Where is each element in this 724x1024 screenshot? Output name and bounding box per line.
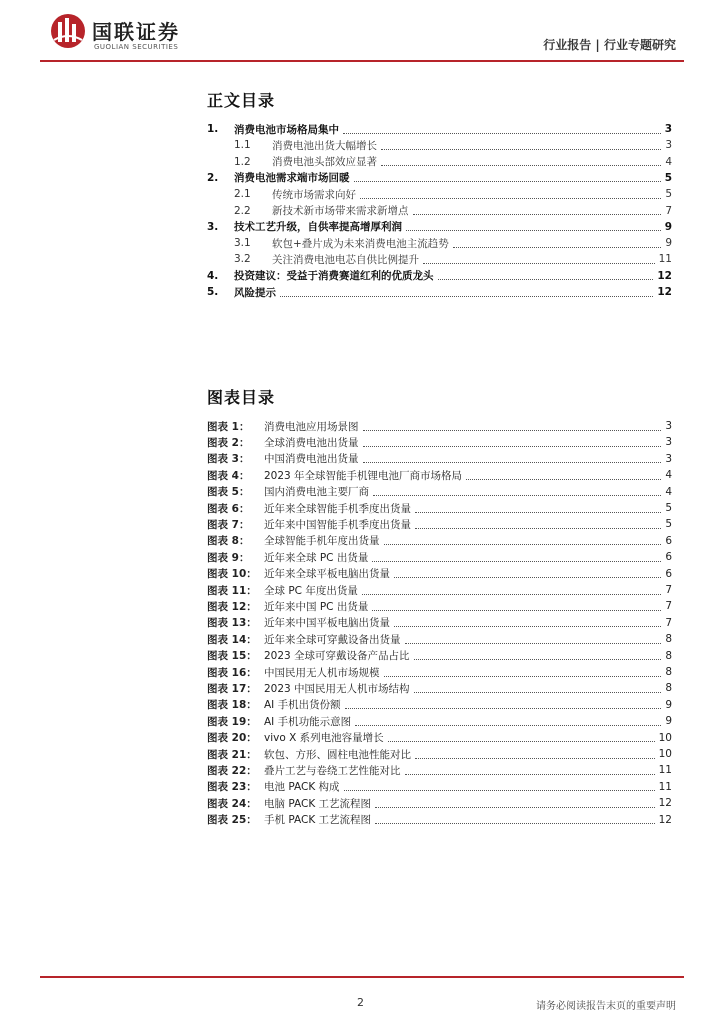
entry-number: 图表 6： <box>207 502 250 515</box>
entry-number: 图表 12： <box>207 600 257 613</box>
entry-title: 风险提示 <box>234 286 276 299</box>
entry-number: 图表 15： <box>207 650 257 663</box>
entry-title: 中国民用无人机市场规模 <box>264 666 380 679</box>
leader-dots <box>384 544 662 545</box>
figure-entry[interactable] <box>207 631 672 647</box>
entry-title: 近年来全球智能手机季度出货量 <box>264 502 411 515</box>
leader-dots <box>343 133 661 134</box>
entry-number: 图表 8： <box>207 535 250 548</box>
entry-page: 8 <box>665 682 672 695</box>
entry-number: 1.2 <box>234 155 251 168</box>
entry-title: 新技术新市场带来需求新增点 <box>272 205 409 217</box>
guolian-logo-icon <box>48 10 88 50</box>
figure-entry[interactable] <box>207 664 672 680</box>
entry-number: 图表 11： <box>207 584 257 597</box>
leader-dots <box>453 247 662 248</box>
figure-entry[interactable] <box>207 746 672 762</box>
entry-number: 图表 5： <box>207 486 250 499</box>
figure-entry[interactable] <box>207 549 672 565</box>
entry-title: 中国消费电池出货量 <box>264 453 359 466</box>
leader-dots <box>344 790 655 791</box>
entry-title: 消费电池应用场景图 <box>264 420 359 433</box>
entry-page: 6 <box>665 551 672 564</box>
entry-page: 10 <box>658 731 672 744</box>
entry-page: 3 <box>665 452 672 465</box>
leader-dots <box>381 165 661 166</box>
entry-title: 软包+叠片成为未来消费电池主流趋势 <box>272 237 449 250</box>
entry-title: vivo X 系列电池容量增长 <box>264 732 384 745</box>
contents-title: 正文目录 <box>207 91 276 110</box>
leader-dots <box>372 610 661 611</box>
figure-entry[interactable] <box>207 566 672 582</box>
figure-entry[interactable] <box>207 697 672 713</box>
entry-page: 3 <box>665 436 672 449</box>
disclaimer-note: 请务必阅读报告末页的重要声明 <box>536 1001 676 1012</box>
entry-number: 5. <box>207 286 219 298</box>
entry-page: 7 <box>665 616 672 629</box>
toc-entry[interactable] <box>207 235 672 251</box>
leader-dots <box>375 823 655 824</box>
leader-dots <box>360 198 661 199</box>
brand-name: 国联证券 <box>92 20 180 44</box>
report-type-label: 行业报告 | 行业专题研究 <box>543 38 676 52</box>
entry-title: 投资建议：受益于消费赛道红利的优质龙头 <box>234 270 434 283</box>
entry-page: 7 <box>665 584 672 596</box>
entry-number: 图表 20： <box>207 732 257 745</box>
entry-page: 5 <box>665 502 672 514</box>
leader-dots <box>414 692 662 693</box>
entry-page: 9 <box>665 698 672 711</box>
figure-entry[interactable] <box>207 762 672 778</box>
entry-number: 图表 18： <box>207 699 257 712</box>
figure-entry[interactable] <box>207 516 672 532</box>
leader-dots <box>355 725 661 726</box>
entry-title: 技术工艺升级，自供率提高增厚利润 <box>234 221 402 234</box>
entry-title: 近年来全球可穿戴设备出货量 <box>264 633 401 646</box>
entry-number: 图表 25： <box>207 814 257 827</box>
figure-entry[interactable] <box>207 451 672 467</box>
leader-dots <box>375 807 655 808</box>
entry-page: 4 <box>665 469 672 482</box>
entry-number: 图表 14： <box>207 633 257 646</box>
leader-dots <box>415 758 655 759</box>
entry-number: 图表 1： <box>207 420 250 433</box>
entry-page: 12 <box>657 269 672 282</box>
figure-entry[interactable] <box>207 598 672 614</box>
leader-dots <box>363 462 662 463</box>
entry-page: 3 <box>665 420 672 432</box>
entry-number: 图表 17： <box>207 682 257 695</box>
entry-number: 3.1 <box>234 237 251 250</box>
toc-entry[interactable] <box>207 170 672 186</box>
figure-entry[interactable] <box>207 713 672 729</box>
entry-title: 2023 中国民用无人机市场结构 <box>264 682 410 695</box>
entry-number: 图表 19： <box>207 715 257 728</box>
figure-entry[interactable] <box>207 533 672 549</box>
entry-page: 5 <box>665 188 672 201</box>
footer-divider <box>40 976 684 978</box>
figure-entry[interactable] <box>207 500 672 516</box>
entry-title: 软包、方形、圆柱电池性能对比 <box>264 748 411 761</box>
toc-entry[interactable] <box>207 219 672 235</box>
leader-dots <box>354 181 661 182</box>
entry-title: 2023 年全球智能手机锂电池厂商市场格局 <box>264 469 463 482</box>
entry-page: 8 <box>665 649 672 662</box>
leader-dots <box>466 479 661 480</box>
entry-page: 7 <box>665 600 672 613</box>
entry-page: 9 <box>664 220 672 233</box>
entry-title: 消费电池出货大幅增长 <box>272 139 377 152</box>
entry-page: 4 <box>665 485 672 498</box>
entry-page: 12 <box>658 813 672 826</box>
entry-number: 1. <box>207 123 219 135</box>
leader-dots <box>405 643 662 644</box>
entry-title: 消费电池头部效应显著 <box>272 156 377 169</box>
toc-entry[interactable] <box>207 154 672 170</box>
leader-dots <box>394 577 661 578</box>
brand-name-english: GUOLIAN SECURITIES <box>94 43 179 51</box>
leader-dots <box>384 676 662 677</box>
leader-dots <box>415 528 661 529</box>
figure-entry[interactable] <box>207 582 672 598</box>
leader-dots <box>405 774 655 775</box>
entry-number: 图表 23： <box>207 781 257 794</box>
entry-number: 图表 24： <box>207 797 257 810</box>
leader-dots <box>373 495 661 496</box>
entry-page: 5 <box>664 171 672 184</box>
figure-entry[interactable] <box>207 795 672 811</box>
entry-page: 7 <box>665 204 672 217</box>
figure-entry[interactable] <box>207 418 672 434</box>
entry-title: 近年来中国 PC 出货量 <box>264 600 369 613</box>
page-header <box>0 0 724 66</box>
entry-number: 图表 9： <box>207 551 250 564</box>
figure-entry[interactable] <box>207 648 672 664</box>
leader-dots <box>414 659 662 660</box>
entry-number: 图表 13： <box>207 617 257 630</box>
figure-entry[interactable] <box>207 812 672 828</box>
leader-dots <box>362 594 661 595</box>
entry-number: 3. <box>207 220 219 233</box>
entry-title: 近年来全球平板电脑出货量 <box>264 568 390 581</box>
toc-entry[interactable] <box>207 203 672 219</box>
entry-number: 4. <box>207 269 219 282</box>
leader-dots <box>413 214 662 215</box>
entry-number: 图表 10： <box>207 568 257 581</box>
figure-entry[interactable] <box>207 680 672 696</box>
entry-number: 图表 2： <box>207 436 250 449</box>
entry-title: 近年来中国智能手机季度出货量 <box>264 518 411 531</box>
entry-title: 全球智能手机年度出货量 <box>264 535 380 548</box>
entry-title: 电脑 PACK 工艺流程图 <box>264 797 372 810</box>
entry-number: 2.2 <box>234 204 251 217</box>
leader-dots <box>415 512 661 513</box>
entry-page: 9 <box>665 715 672 728</box>
entry-title: 手机 PACK 工艺流程图 <box>264 814 372 827</box>
entry-page: 12 <box>658 797 672 810</box>
figure-entry[interactable] <box>207 779 672 795</box>
leader-dots <box>363 446 662 447</box>
entry-number: 图表 21： <box>207 748 257 761</box>
entry-number: 图表 16： <box>207 666 257 679</box>
entry-number: 3.2 <box>234 253 251 266</box>
header-divider <box>40 60 684 62</box>
leader-dots <box>372 561 661 562</box>
entry-page: 8 <box>665 666 672 678</box>
entry-number: 图表 3： <box>207 453 250 466</box>
entry-title: 全球消费电池出货量 <box>264 436 359 449</box>
leader-dots <box>363 430 662 431</box>
toc-entry[interactable] <box>207 251 672 267</box>
entry-number: 图表 4： <box>207 469 250 482</box>
toc-entry[interactable] <box>207 186 672 202</box>
figure-entry[interactable] <box>207 467 672 483</box>
figure-entry[interactable] <box>207 730 672 746</box>
toc-entry[interactable] <box>207 284 672 300</box>
entry-title: 关注消费电池电芯自供比例提升 <box>272 253 419 266</box>
entry-title: 近年来中国平板电脑出货量 <box>264 617 390 630</box>
entry-title: 全球 PC 年度出货量 <box>264 584 358 597</box>
entry-page: 11 <box>658 764 672 777</box>
entry-title: 近年来全球 PC 出货量 <box>264 551 369 564</box>
leader-dots <box>388 741 655 742</box>
toc-entry[interactable] <box>207 137 672 153</box>
leader-dots <box>423 263 655 264</box>
toc-entry[interactable] <box>207 121 672 137</box>
page-number: 2 <box>357 996 364 1009</box>
entry-title: 传统市场需求向好 <box>272 188 356 201</box>
entry-title: 电池 PACK 构成 <box>264 781 340 794</box>
entry-page: 8 <box>665 633 672 646</box>
entry-title: AI 手机功能示意图 <box>264 715 352 728</box>
entry-title: 消费电池需求端市场回暖 <box>234 172 350 185</box>
entry-title: 国内消费电池主要厂商 <box>264 486 369 499</box>
entry-page: 6 <box>665 534 672 547</box>
entry-title: AI 手机出货份额 <box>264 699 341 712</box>
figures-title: 图表目录 <box>207 388 276 407</box>
entry-page: 3 <box>665 139 672 152</box>
entry-page: 5 <box>665 518 672 531</box>
entry-page: 3 <box>664 123 672 135</box>
entry-number: 图表 22： <box>207 764 257 777</box>
leader-dots <box>394 626 661 627</box>
figure-entry[interactable] <box>207 484 672 500</box>
entry-number: 1.1 <box>234 139 251 152</box>
entry-page: 11 <box>658 780 672 793</box>
entry-page: 11 <box>658 253 672 266</box>
toc-entry[interactable] <box>207 268 672 284</box>
entry-page: 10 <box>658 748 672 760</box>
figure-entry[interactable] <box>207 434 672 450</box>
leader-dots <box>280 296 653 297</box>
leader-dots <box>438 279 654 280</box>
entry-title: 叠片工艺与卷绕工艺性能对比 <box>264 764 401 777</box>
entry-page: 12 <box>657 286 672 298</box>
leader-dots <box>345 708 662 709</box>
entry-title: 2023 全球可穿戴设备产品占比 <box>264 650 410 663</box>
entry-page: 4 <box>665 155 672 168</box>
entry-page: 9 <box>665 237 672 250</box>
figure-entry[interactable] <box>207 615 672 631</box>
entry-title: 消费电池市场格局集中 <box>234 123 339 136</box>
entry-number: 2.1 <box>234 188 251 201</box>
entry-number: 图表 7： <box>207 518 250 531</box>
entry-page: 6 <box>665 567 672 580</box>
leader-dots <box>381 149 661 150</box>
leader-dots <box>406 230 661 231</box>
entry-number: 2. <box>207 171 219 184</box>
